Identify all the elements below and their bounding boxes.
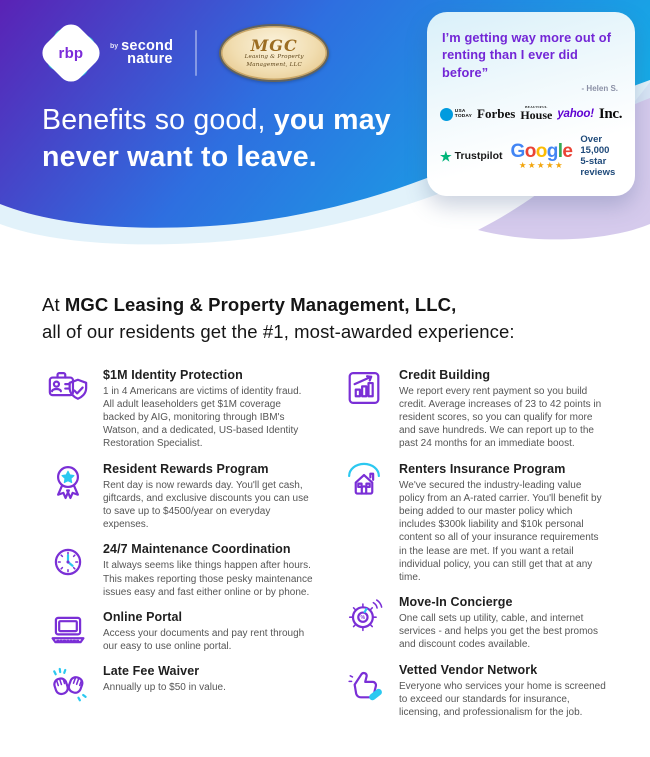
press-logos-row <box>440 106 622 123</box>
google-logo <box>511 142 573 170</box>
usa-today-logo <box>440 108 472 121</box>
thumbs-up-icon <box>342 661 386 705</box>
headline-light: Benefits so good, <box>42 104 274 136</box>
svg-text:%: % <box>360 615 366 622</box>
concierge-dial-icon <box>342 593 386 637</box>
benefit-description: Everyone who services your home is screened to exceed our standards for insurance, licensing, and professionalism for the job. <box>399 680 606 718</box>
forbes-logo: Forbes <box>477 106 516 122</box>
yahoo-logo: yahoo! <box>557 108 594 121</box>
mgc-logo-line2: Management, LLC <box>246 61 302 68</box>
headline-bold-2: never want to leave. <box>42 141 317 174</box>
hero-section <box>0 0 650 268</box>
mgc-logo-name: MGC <box>250 35 298 55</box>
benefit-renters-insurance <box>342 460 610 585</box>
benefit-move-in-concierge <box>342 593 610 652</box>
benefit-resident-rewards <box>46 460 314 532</box>
section-heading <box>42 292 608 346</box>
reviews-count-line1: Over 15,000 <box>580 133 610 156</box>
benefit-description: Annually up to $50 in value. <box>103 682 226 694</box>
clock-icon <box>46 540 90 584</box>
byline-by: by <box>110 42 119 50</box>
benefit-description: It always seems like things happen after hours. This makes reporting those pesky maintenance issues easy and fast either online or by phone. <box>103 560 313 598</box>
brand-word-nature: nature <box>127 51 173 67</box>
benefit-description: Access your documents and pay rent through our easy to use online portal. <box>103 627 305 653</box>
benefit-description: We've secured the industry-leading value policy from an A-rated carrier. You'll benefit by being added to our master policy which includes $300k liability and $10k personal content so all of your insurance requirements in the lease are met. If you want a retail individual policy, you can still get that at any time. <box>399 479 602 583</box>
benefit-title: Credit Building <box>399 367 491 382</box>
benefit-title: 24/7 Maintenance Coordination <box>103 542 291 557</box>
laptop-icon <box>46 608 90 652</box>
benefit-title: $1M Identity Protection <box>103 367 243 382</box>
usa-today-circle-icon <box>440 108 453 121</box>
section-heading-company: MGC Leasing & Property Management, LLC, <box>64 294 457 315</box>
benefit-title: Late Fee Waiver <box>103 664 200 679</box>
benefit-credit-building <box>342 366 610 451</box>
reviews-row <box>440 134 622 179</box>
benefit-online-portal <box>46 608 314 653</box>
insured-house-icon <box>342 460 386 504</box>
testimonial-quote: I’m getting way more out of renting than I ever did before” <box>442 30 612 80</box>
testimonial-attribution: - Helen S. <box>581 83 618 93</box>
rewards-medal-icon <box>46 460 90 504</box>
usa-today-line1: USA <box>454 109 466 115</box>
benefit-description: Rent day is now rewards day. You'll get cash, giftcards, and exclusive discounts you can use to save up to $4500/year on everyday expenses. <box>103 479 309 531</box>
section-heading-line2: all of our residents get the #1, most-awarded experience: <box>42 320 515 342</box>
id-card-shield-icon <box>46 366 90 410</box>
usa-today-line2: TODAY <box>454 114 473 120</box>
trustpilot-label: Trustpilot <box>454 150 503 163</box>
google-stars-icon: ★★★★★ <box>518 160 564 171</box>
benefits-column-left <box>46 366 314 729</box>
rbp-logo-text: rbp <box>58 44 84 62</box>
credit-chart-icon <box>342 366 386 410</box>
benefit-title: Online Portal <box>103 609 183 624</box>
benefit-description: We report every rent payment so you build credit. Average increases of 23 to 42 points in resident scores, so you can qualify for more and save hundreds. We can report up to the past 24 months for an immediate boost. <box>399 385 602 450</box>
rbp-logo <box>42 24 100 82</box>
benefit-identity-protection <box>46 366 314 451</box>
benefits-columns <box>46 366 620 729</box>
benefit-title: Resident Rewards Program <box>103 461 269 476</box>
mgc-logo-line1: Leasing & Property <box>244 54 304 61</box>
reviews-count <box>580 134 622 179</box>
google-wordmark: Google <box>510 141 573 163</box>
mgc-logo <box>219 24 329 82</box>
benefits-column-right <box>342 366 610 729</box>
second-nature-wordmark <box>110 37 174 67</box>
benefit-description: 1 in 4 Americans are victims of identity fraud. All adult leaseholders get $1M coverage backed by AIG, monitoring through IBM's Watson, and a dedicated, US-based Identity Restoration Specialist. <box>103 385 302 450</box>
benefit-vetted-vendors <box>342 661 610 720</box>
trustpilot-star-icon: ★ <box>440 148 452 164</box>
trustpilot-logo <box>440 150 503 163</box>
house-beautiful-main-text: House <box>520 107 553 122</box>
logo-divider <box>195 30 197 76</box>
house-beautiful-small-text: BEAUTIFUL <box>525 104 548 109</box>
benefit-description: One call sets up utility, cable, and internet services - and helps you get the best promos and discount codes available. <box>399 613 598 651</box>
section-heading-prefix: At <box>42 294 65 315</box>
brand-word-second: second <box>121 37 174 54</box>
testimonial-card <box>427 12 635 196</box>
clapping-hands-icon <box>46 662 90 706</box>
benefit-title: Vetted Vendor Network <box>399 662 538 677</box>
benefits-section <box>0 292 650 728</box>
benefit-title: Renters Insurance Program <box>399 461 566 476</box>
benefit-late-fee-waiver <box>46 662 314 706</box>
rbp-white-diamond <box>37 19 105 87</box>
inc-logo: Inc. <box>598 105 623 122</box>
headline-bold-1: you may <box>273 104 391 136</box>
benefit-title: Move-In Concierge <box>399 595 513 610</box>
benefit-maintenance <box>46 540 314 599</box>
reviews-count-line2: 5-star reviews <box>580 156 616 179</box>
house-beautiful-logo <box>520 106 552 123</box>
